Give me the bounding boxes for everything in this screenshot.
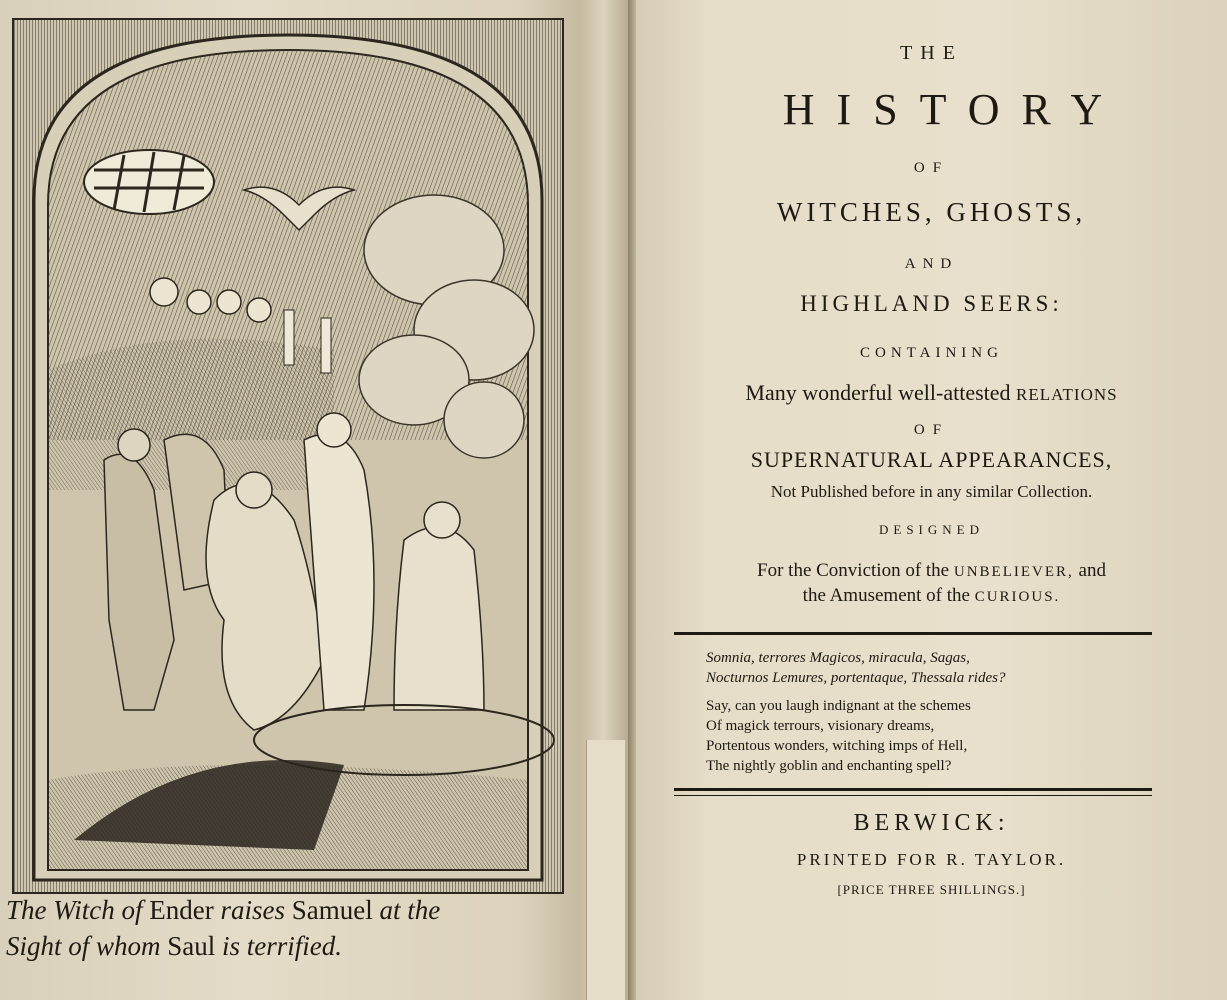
subtitle-smallcaps: CURIOUS. <box>974 589 1061 605</box>
candle <box>284 310 294 365</box>
epigraph-english-line: Portentous wonders, witching imps of Hell, <box>706 738 968 754</box>
caption-line-2 <box>6 928 606 964</box>
caption-text: The Witch of <box>6 895 143 925</box>
epigraph-english-line: The nightly goblin and enchanting spell? <box>706 758 952 774</box>
engraving-illustration <box>14 20 562 892</box>
epigraph-gap <box>706 688 1186 696</box>
imprint-price: [PRICE THREE SHILLINGS.] <box>837 882 1026 897</box>
candle <box>321 318 331 373</box>
subtitle-conviction <box>636 560 1227 582</box>
caption-text: at the <box>379 895 441 925</box>
title-and: AND <box>904 256 959 272</box>
book-gutter <box>628 0 636 1000</box>
subtitle-relations <box>636 380 1227 406</box>
imprint-printer: PRINTED FOR R. TAYLOR. <box>796 850 1067 869</box>
witch-head <box>317 413 351 447</box>
subtitle-smallcaps: UNBELIEVER, <box>953 564 1074 580</box>
divider-rule <box>674 632 1152 635</box>
epigraph-latin-line: Somnia, terrores Magicos, miracula, Sagas, <box>706 650 970 666</box>
subtitle-smallcaps: RELATIONS <box>1016 385 1118 404</box>
title-of: OF <box>913 160 950 176</box>
subtitle-text: Many wonderful well-attested <box>745 380 1011 405</box>
subtitle-text: and <box>1078 560 1106 581</box>
title-page <box>636 0 1227 1000</box>
subtitle-supernatural: SUPERNATURAL APPEARANCES, <box>750 447 1113 472</box>
caption-line-1 <box>6 892 606 928</box>
subtitle-of: OF <box>913 422 950 438</box>
subtitle-not-published: Not Published before in any similar Collection. <box>770 482 1093 501</box>
title-the: THE <box>900 42 963 64</box>
epigraph-latin-line: Nocturnos Lemures, portentaque, Thessala rides? <box>706 670 1006 686</box>
epigraph-english-line: Say, can you laugh indignant at the schemes <box>706 698 971 714</box>
soldier-head <box>118 429 150 461</box>
caption-name-ender: Ender <box>149 895 214 925</box>
subtitle-text: the Amusement of the <box>802 585 970 606</box>
title-highland-seers: HIGHLAND SEERS: <box>800 291 1063 316</box>
caption-name-samuel: Samuel <box>291 895 373 925</box>
imprint-city: BERWICK: <box>853 810 1010 836</box>
double-rule-thin <box>674 795 1152 796</box>
tipped-in-strip <box>578 0 630 1000</box>
caption-name-saul: Saul <box>167 931 216 961</box>
epigraph <box>706 648 1186 776</box>
caption-text: Sight of whom <box>6 931 161 961</box>
caption-text: raises <box>220 895 285 925</box>
subtitle-amusement <box>636 585 1227 607</box>
subtitle-designed: DESIGNED <box>879 522 984 537</box>
epigraph-english-line: Of magick terrours, visionary dreams, <box>706 718 935 734</box>
samuel-head <box>424 502 460 538</box>
title-witches-ghosts: WITCHES, GHOSTS, <box>776 197 1087 227</box>
saul-head <box>236 472 272 508</box>
samuel-figure <box>394 527 484 710</box>
frontispiece-caption <box>0 892 606 964</box>
frontispiece-engraving <box>12 18 564 894</box>
double-rule-thick <box>674 788 1152 791</box>
subtitle-containing: CONTAINING <box>860 345 1003 361</box>
title-history: HISTORY <box>782 85 1125 134</box>
subtitle-text: For the Conviction of the <box>757 560 950 581</box>
caption-text: is terrified. <box>222 931 343 961</box>
